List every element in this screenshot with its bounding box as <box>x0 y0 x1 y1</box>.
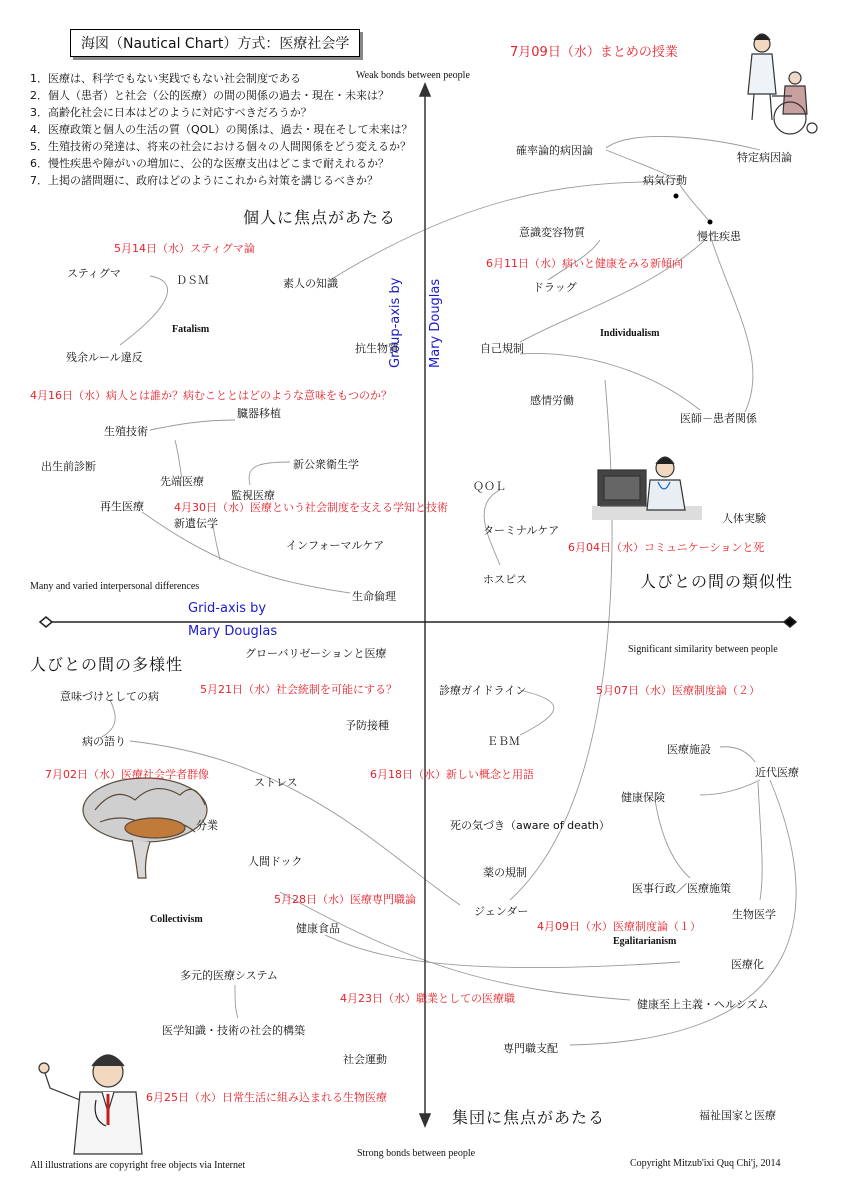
term-bioethics: 生命倫理 <box>352 590 396 603</box>
heading-similarity: 人びとの間の類似性 <box>640 572 794 591</box>
session-0528: 5月28日（水）医療専門職論 <box>274 893 416 906</box>
term-dock: 人間ドック <box>248 855 303 868</box>
heading-diversity: 人びとの間の多様性 <box>30 655 184 674</box>
quadrant-fatalism: Fatalism <box>172 324 210 335</box>
term-modern: 近代医療 <box>755 766 799 779</box>
session-0521: 5月21日（水）社会統制を可能にする？ <box>200 683 397 696</box>
term-informal: インフォーマルケア <box>286 539 385 552</box>
question-item: 3．高齢化社会に日本はどのように対応すべきだろうか？ <box>30 106 312 119</box>
term-ebm: ＥＢＭ <box>487 735 520 748</box>
session-0709: 7月09日（水）まとめの授業 <box>510 45 678 60</box>
term-globalization: グローバリゼーションと医療 <box>245 647 387 660</box>
grid-axis-label-2: Mary Douglas <box>188 624 278 639</box>
heading-individual-focus: 個人に焦点があたる <box>243 208 397 227</box>
question-item: 1．医療は、科学でもない実践でもない社会制度である <box>30 72 301 85</box>
session-0423: 4月23日（水）職業としての医療職 <box>340 992 515 1005</box>
term-self-control: 自己規制 <box>480 342 524 355</box>
nurse-wheelchair-illustration <box>748 34 817 134</box>
term-pluralistic: 多元的医療システム <box>180 969 278 982</box>
term-specific: 特定病因論 <box>737 151 792 164</box>
term-new-hygiene: 新公衆衛生学 <box>293 458 359 471</box>
term-professional-dominance: 専門職支配 <box>503 1042 558 1055</box>
group-axis-label-1: Group-axis by <box>388 277 403 368</box>
term-emotional-labor: 感情労働 <box>530 394 574 407</box>
term-organ-transplant: 臓器移植 <box>237 407 281 420</box>
term-dsm: ＤＳＭ <box>176 274 209 287</box>
term-admin: 医事行政／医療施策 <box>632 882 731 895</box>
term-social-construction: 医学知識・技術の社会的構築 <box>162 1024 305 1037</box>
page-title: 海図（Nautical Chart）方式：医療社会学 <box>70 29 360 57</box>
session-0625: 6月25日（水）日常生活に組み込まれる生物医療 <box>146 1091 387 1104</box>
question-item: 7．上掲の諸問題に、政府はどのようにこれから対策を講じるべきか？ <box>30 174 378 187</box>
footer-copyright: Copyright Mitzub'ixi Quq Chi'j, 2014 <box>630 1158 781 1169</box>
term-probabilistic: 確率論的病因論 <box>516 144 593 157</box>
term-drug: ドラッグ <box>533 281 577 294</box>
term-prenatal: 出生前診断 <box>41 460 96 473</box>
session-0416: 4月16日（水）病人とは誰か？病むこととはどのような意味をもつのか？ <box>30 389 392 402</box>
question-item: 2．個人（患者）と社会（公的医療）の間の関係の過去・現在・未来は？ <box>30 89 389 102</box>
term-consciousness: 意識変容物質 <box>519 226 585 239</box>
connector-dots <box>674 194 713 225</box>
term-drug-regulation: 薬の規制 <box>483 866 527 879</box>
term-stress: ストレス <box>254 776 298 789</box>
term-health-food: 健康食品 <box>296 922 340 935</box>
session-0611: 6月11日（水）病いと健康をみる新傾向 <box>486 257 683 270</box>
session-0604: 6月04日（水）コミュニケーションと死 <box>568 541 765 554</box>
quadrant-collectivism: Collectivism <box>150 914 203 925</box>
term-illness-behavior: 病気行動 <box>643 174 687 187</box>
axis-bottom-label: Strong bonds between people <box>357 1148 476 1159</box>
term-reproductive: 生殖技術 <box>104 425 148 438</box>
term-hospice: ホスピス <box>483 573 527 586</box>
session-0702: 7月02日（水）医療社会学者群像 <box>45 768 209 781</box>
term-terminal: ターミナルケア <box>483 524 560 537</box>
quadrant-individualism: Individualism <box>600 328 660 339</box>
question-list <box>30 70 412 189</box>
term-advanced: 先端医療 <box>160 475 204 488</box>
session-0409: 4月09日（水）医療制度論（１） <box>537 920 701 933</box>
question-item: 6．慢性疾患や障がいの増加に、公的な医療支出はどこまで耐えれるか？ <box>30 157 389 170</box>
term-division: 分業 <box>196 819 218 832</box>
group-axis <box>420 84 430 1126</box>
term-narrative: 病の語り <box>82 735 126 748</box>
grid-axis-label-1: Grid-axis by <box>188 601 267 616</box>
term-new-genetics: 新遺伝学 <box>174 517 218 530</box>
term-regenerative: 再生医療 <box>100 500 144 513</box>
term-guidelines: 診療ガイドライン <box>439 684 527 697</box>
term-surveillance: 監視医療 <box>231 489 275 502</box>
axis-right-label: Significant similarity between people <box>628 644 778 655</box>
quadrant-egalitarianism: Egalitarianism <box>613 936 677 947</box>
term-healthism: 健康至上主義・ヘルシズム <box>637 998 769 1011</box>
term-doctor-patient: 医師－患者関係 <box>680 412 757 425</box>
term-qol: ＱＯＬ <box>473 480 506 493</box>
session-0507: 5月07日（水）医療制度論（２） <box>596 684 760 697</box>
term-facilities: 医療施設 <box>667 743 711 756</box>
axis-left-label: Many and varied interpersonal differences <box>30 581 200 592</box>
question-item: 4．医療政策と個人の生活の質（QOL）の関係は、過去・現在そして未来は？ <box>30 123 413 136</box>
doctor-waving-illustration <box>39 1055 142 1154</box>
doctor-computer-illustration <box>592 457 702 520</box>
session-0514: 5月14日（水）スティグマ論 <box>114 242 255 255</box>
term-medicalization: 医療化 <box>731 958 764 971</box>
term-gender: ジェンダー <box>474 905 529 918</box>
term-aware-death: 死の気づき（aware of death） <box>450 819 610 832</box>
term-social-movement: 社会運動 <box>343 1053 387 1066</box>
term-antibiotics: 抗生物質 <box>355 342 399 355</box>
question-item: 5．生殖技術の発達は、将来の社会における個々の人間関係をどう変えるか？ <box>30 140 411 153</box>
term-human-experiment: 人体実験 <box>722 512 766 525</box>
term-meaning-illness: 意味づけとしての病 <box>60 690 159 703</box>
grid-axis <box>40 617 796 627</box>
heading-group-focus: 集団に焦点があたる <box>452 1108 606 1127</box>
term-biomedicine: 生物医学 <box>732 908 776 921</box>
session-0430: 4月30日（水）医療という社会制度を支える学知と技術 <box>174 501 448 514</box>
term-stigma: スティグマ <box>67 267 121 280</box>
term-welfare-state: 福祉国家と医療 <box>699 1109 776 1122</box>
session-0618: 6月18日（水）新しい概念と用語 <box>370 768 534 781</box>
footer-illustrations-note: All illustrations are copyright free objects via Internet <box>30 1160 246 1171</box>
brain-illustration <box>83 778 207 878</box>
term-insurance: 健康保険 <box>621 791 665 804</box>
group-axis-label-2: Mary Douglas <box>428 278 443 368</box>
term-residual: 残余ルール違反 <box>66 351 143 364</box>
term-lay-knowledge: 素人の知識 <box>283 277 338 290</box>
axis-top-label: Weak bonds between people <box>356 70 470 81</box>
term-chronic: 慢性疾患 <box>697 230 741 243</box>
term-vaccination: 予防接種 <box>345 719 389 732</box>
